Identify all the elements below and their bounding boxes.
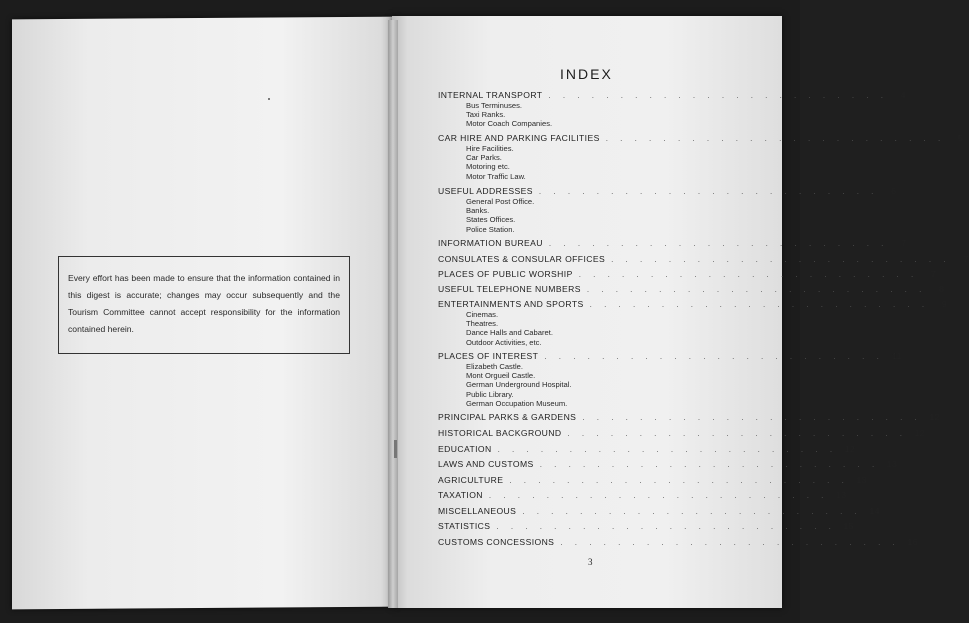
index-leader-dots: . . . . . . . . . . . . . . . . . . . . . . . .: [582, 413, 922, 422]
index-subentries: [438, 362, 742, 408]
index-entry-page: 13: [836, 490, 847, 500]
index-entry-page: 14: [869, 506, 880, 516]
index-leader-dots: . . . . . . . . . . . . . . . . . . . . . . . .: [522, 507, 862, 516]
index-entry: [438, 506, 880, 517]
index-entry-page: 7: [901, 238, 907, 248]
index-entry-heading: [438, 269, 937, 280]
index-entry: [438, 254, 969, 265]
index-entry-page: 5: [958, 133, 964, 143]
index-leader-dots: . . . . . . . . . . . . . . . . . . . . . . . .: [544, 352, 884, 361]
index-leader-dots: . . . . . . . . . . . . . . . . . . . . . . . .: [560, 538, 900, 547]
index-subentries: [438, 197, 742, 234]
index-entry-heading: [438, 133, 964, 144]
index-subentry: Outdoor Activities, etc.: [466, 337, 542, 347]
index-leader-dots: . . . . . . . . . . . . . . . . . . . . . . . .: [589, 300, 930, 309]
index-subentry: Hire Facilities.: [466, 144, 514, 153]
index-entry-label: PRINCIPAL PARKS & GARDENS: [438, 412, 577, 422]
index-entry-label: HISTORICAL BACKGROUND: [438, 428, 562, 438]
index-subentry: Public Library.: [466, 389, 514, 399]
index-entry-heading: [438, 238, 907, 249]
index-leader-dots: . . . . . . . . . . . . . . . . . . . . . . . .: [611, 255, 951, 264]
index-entry-heading: [438, 428, 925, 439]
index-entry: [438, 490, 847, 501]
index-subentry: Motor Traffic Law.: [466, 171, 526, 181]
index-leader-dots: . . . . . . . . . . . . . . . . . . . . . . . .: [509, 476, 849, 485]
index-entry: [438, 459, 898, 470]
index-entry: [438, 412, 940, 423]
index-entry-heading: [438, 521, 854, 532]
index-leader-dots: . . . . . . . . . . . . . . . . . . . . . . . .: [497, 445, 838, 454]
index-entry-page: 7: [963, 254, 969, 264]
index-entry-page: 12: [844, 444, 856, 454]
index-title: INDEX: [560, 66, 613, 82]
index-entry-page: 13: [856, 475, 867, 485]
index-entry-page: 9: [941, 299, 948, 309]
index-subentry: Motoring etc.: [466, 162, 510, 172]
index-entry-heading: [438, 351, 902, 362]
index-entry-heading: [438, 506, 880, 517]
index-entry-heading: [438, 299, 948, 310]
index-subentry: Taxi Ranks.: [466, 110, 506, 120]
index-entry-label: INFORMATION BUREAU: [438, 238, 543, 248]
index-entry-page: 12: [929, 412, 940, 422]
index-entry-heading: [438, 412, 940, 423]
index-subentries: [438, 101, 742, 129]
index-subentry: Police Station.: [466, 224, 515, 234]
index-entry-heading: [438, 90, 906, 101]
index-entry-page: 4: [900, 90, 906, 100]
index-entry-page: 16: [907, 537, 918, 547]
index-subentry: Motor Coach Companies.: [466, 119, 553, 129]
index-entry: [438, 269, 937, 280]
index-entry: [438, 133, 964, 181]
index-entry-page: 8: [939, 284, 945, 294]
index-entry: [438, 428, 925, 439]
index-entry-label: INTERNAL TRANSPORT: [438, 90, 543, 100]
index-entry-label: USEFUL TELEPHONE NUMBERS: [438, 284, 581, 294]
index-entry-page: 11: [892, 351, 902, 361]
index-entry-label: STATISTICS: [438, 521, 491, 531]
index-entry-heading: [438, 284, 945, 295]
index-leader-dots: . . . . . . . . . . . . . . . . . . . . . . . .: [548, 91, 888, 100]
index-entry-label: TAXATION: [438, 490, 483, 500]
index-entry-heading: [438, 444, 856, 455]
index-entry: [438, 475, 867, 486]
index-entry-heading: [438, 490, 847, 501]
paper-speck: [268, 98, 270, 100]
index-leader-dots: . . . . . . . . . . . . . . . . . . . . . . . .: [496, 522, 836, 531]
index-leader-dots: . . . . . . . . . . . . . . . . . . . . . . . .: [586, 285, 927, 294]
index-entry-label: CAR HIRE AND PARKING FACILITIES: [438, 133, 600, 143]
index-subentries: [438, 310, 742, 347]
index-leader-dots: . . . . . . . . . . . . . . . . . . . . . . . .: [567, 429, 907, 438]
index-leader-dots: . . . . . . . . . . . . . . . . . . . . . . . .: [538, 187, 879, 196]
index-leader-dots: . . . . . . . . . . . . . . . . . . . . . . . .: [605, 134, 946, 143]
index-subentry: Banks.: [466, 206, 490, 216]
index-entry-label: LAWS AND CUSTOMS: [438, 459, 534, 469]
index-subentry: Bus Terminuses.: [466, 101, 522, 110]
index-subentry: Elizabeth Castle.: [466, 362, 523, 371]
index-subentry: Car Parks.: [466, 153, 502, 163]
index-entry-page: 7: [931, 269, 937, 279]
index-entry-page: 12: [914, 428, 925, 438]
index-entry: [438, 284, 945, 295]
index-entry: [438, 537, 918, 548]
index-entry: [438, 299, 948, 347]
index-subentry: Mont Orgueil Castle.: [466, 371, 536, 381]
index-entry-heading: [438, 459, 898, 470]
index-subentry: Dance Halls and Cabaret.: [466, 328, 553, 338]
index-subentry: Cinemas.: [466, 310, 499, 319]
book-gutter: [388, 20, 398, 608]
index-entry: [438, 90, 906, 129]
index-entry-page: 15: [843, 521, 854, 531]
index-entry-label: EDUCATION: [438, 444, 492, 454]
index-subentry: General Post Office.: [466, 197, 535, 206]
index-subentry: German Underground Hospital.: [466, 380, 572, 390]
index-entry: [438, 351, 902, 408]
index-entry: [438, 238, 907, 249]
index-subentry: States Offices.: [466, 215, 516, 225]
index-entry: [438, 444, 856, 455]
index-entry-heading: [438, 186, 897, 197]
index-entry-label: PLACES OF INTEREST: [438, 351, 539, 361]
index-entry-label: ENTERTAINMENTS AND SPORTS: [438, 299, 584, 309]
index-subentries: [438, 144, 742, 181]
index-entry-page: 6: [891, 186, 897, 196]
index-entry: [438, 521, 854, 532]
index-entry-heading: [438, 537, 918, 548]
index-entry-label: MISCELLANEOUS: [438, 506, 517, 516]
index-subentry: German Occupation Museum.: [466, 398, 568, 408]
disclaimer-text: Every effort has been made to ensure that the information contained in this digest is accurate; changes may occur subsequently and the Tourism Committee cannot accept responsibility for the information contained herein.: [68, 273, 340, 334]
index-entry-label: AGRICULTURE: [438, 475, 504, 485]
index-leader-dots: . . . . . . . . . . . . . . . . . . . . . . . .: [578, 270, 919, 279]
index-leader-dots: . . . . . . . . . . . . . . . . . . . . . . . .: [488, 491, 829, 500]
index-entry-label: USEFUL ADDRESSES: [438, 186, 533, 196]
binding-staple: [394, 440, 397, 458]
index-entry: [438, 186, 897, 234]
index-entry-page: 13: [886, 459, 898, 469]
index-entry-label: CONSULATES & CONSULAR OFFICES: [438, 254, 606, 264]
index-entry-label: PLACES OF PUBLIC WORSHIP: [438, 269, 573, 279]
index-leader-dots: . . . . . . . . . . . . . . . . . . . . . . . .: [548, 239, 889, 248]
page-number: 3: [588, 557, 593, 567]
index-entry-label: CUSTOMS CONCESSIONS: [438, 537, 555, 547]
index-entry-heading: [438, 475, 867, 486]
index-entry-heading: [438, 254, 969, 265]
index-subentry: Theatres.: [466, 319, 499, 329]
index-leader-dots: . . . . . . . . . . . . . . . . . . . . . . . .: [539, 460, 880, 469]
